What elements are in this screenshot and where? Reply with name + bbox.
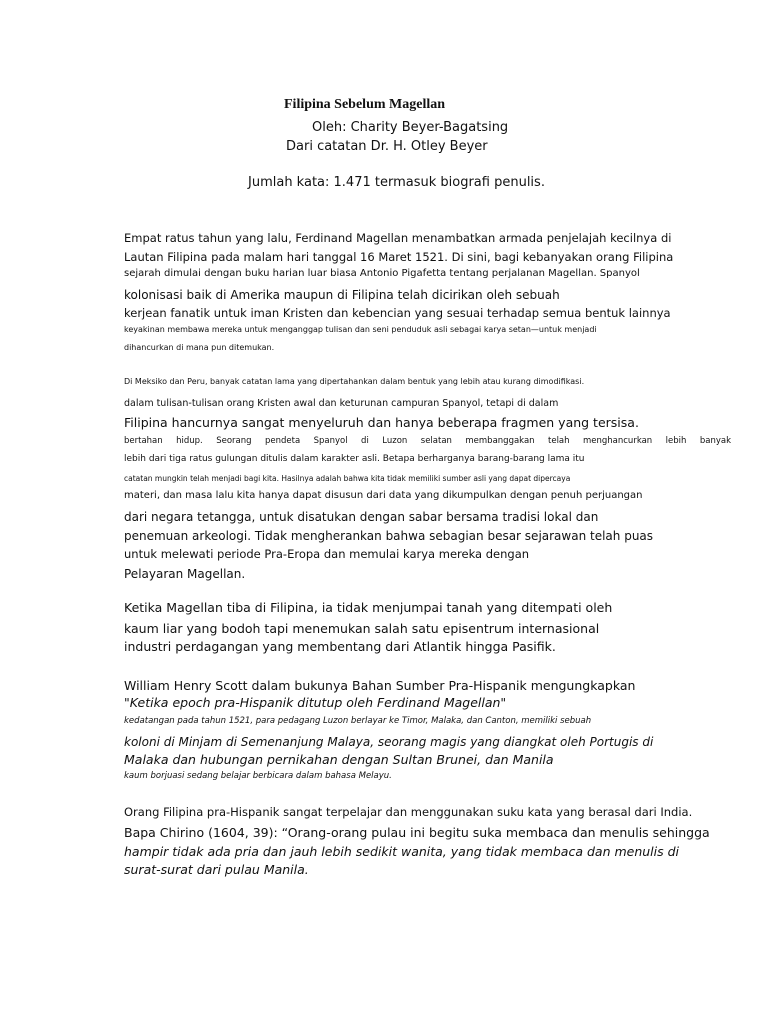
quote-line: "Ketika epoch pra-Hispanik ditutup oleh Ferdinand Magellan" bbox=[124, 695, 507, 710]
quote-line: surat-surat dari pulau Manila. bbox=[124, 862, 309, 877]
text-line: Bapa Chirino (1604, 39): “Orang-orang pulau ini begitu suka membaca dan menulis sehingga bbox=[124, 825, 710, 840]
document-title: Filipina Sebelum Magellan bbox=[284, 97, 446, 112]
text-line: catatan mungkin telah menjadi bagi kita. Hasilnya adalah bahwa kita tidak memiliki sumber asli yang dapat dipercaya bbox=[124, 474, 571, 483]
quote-line: koloni di Minjam di Semenanjung Malaya, seorang magis yang diangkat oleh Portugis di bbox=[124, 735, 654, 749]
text-line: lebih dari tiga ratus gulungan ditulis dalam karakter asli. Betapa berharganya barang-barang lama itu bbox=[124, 454, 585, 464]
text-line: Orang Filipina pra-Hispanik sangat terpelajar dan menggunakan suku kata yang berasal dari India. bbox=[124, 805, 693, 819]
text-line: Empat ratus tahun yang lalu, Ferdinand Magellan menambatkan armada penjelajah kecilnya di bbox=[124, 231, 672, 245]
text-line: keyakinan membawa mereka untuk menganggap tulisan dan seni penduduk asli sebagai karya setan—untuk menjadi bbox=[124, 325, 597, 334]
quote-line: hampir tidak ada pria dan jauh lebih sedikit wanita, yang tidak membaca dan menulis di bbox=[124, 844, 680, 859]
text-line: Lautan Filipina pada malam hari tanggal 16 Maret 1521. Di sini, bagi kebanyakan orang Filipina bbox=[124, 250, 674, 264]
text-line: Filipina hancurnya sangat menyeluruh dan hanya beberapa fragmen yang tersisa. bbox=[124, 415, 639, 430]
text-line: kolonisasi baik di Amerika maupun di Filipina telah dicirikan oleh sebuah bbox=[124, 288, 560, 302]
text-line: kaum liar yang bodoh tapi menemukan salah satu episentrum internasional bbox=[124, 621, 600, 636]
quote-line: kaum borjuasi sedang belajar berbicara dalam bahasa Melayu. bbox=[124, 771, 392, 781]
text-line: materi, dan masa lalu kita hanya dapat disusun dari data yang dikumpulkan dengan penuh perjuangan bbox=[124, 490, 643, 501]
text-line: Ketika Magellan tiba di Filipina, ia tidak menjumpai tanah yang ditempati oleh bbox=[124, 600, 613, 615]
text-line: penemuan arkeologi. Tidak mengherankan bahwa sebagian besar sejarawan telah puas bbox=[124, 529, 654, 543]
text-line: Pelayaran Magellan. bbox=[124, 567, 246, 581]
text-line: kerjean fanatik untuk iman Kristen dan kebencian yang sesuai terhadap semua bentuk lainnya bbox=[124, 306, 671, 320]
text-line: untuk melewati periode Pra-Eropa dan memulai karya mereka dengan bbox=[124, 547, 530, 561]
text-line: sejarah dimulai dengan buku harian luar biasa Antonio Pigafetta tentang perjalanan Magellan. Spanyol bbox=[124, 268, 640, 279]
source-line: Dari catatan Dr. H. Otley Beyer bbox=[286, 139, 488, 154]
text-line: Di Meksiko dan Peru, banyak catatan lama yang dipertahankan dalam bentuk yang lebih atau kurang dimodifikasi. bbox=[124, 377, 585, 386]
text-line: industri perdagangan yang membentang dari Atlantik hingga Pasifik. bbox=[124, 639, 556, 654]
text-line: dari negara tetangga, untuk disatukan dengan sabar bersama tradisi lokal dan bbox=[124, 510, 599, 524]
quote-line: Malaka dan hubungan pernikahan dengan Sultan Brunei, dan Manila bbox=[124, 752, 554, 767]
text-line: dalam tulisan-tulisan orang Kristen awal dan keturunan campuran Spanyol, tetapi di dalam bbox=[124, 398, 559, 409]
quote-line: kedatangan pada tahun 1521, para pedagang Luzon berlayar ke Timor, Malaka, dan Canton, memiliki sebuah bbox=[124, 716, 592, 726]
text-line: bertahan hidup. Seorang pendeta Spanyol di Luzon selatan membanggakan telah menghancurkan lebih banyak bbox=[124, 436, 731, 446]
author-line: Oleh: Charity Beyer-Bagatsing bbox=[312, 120, 509, 135]
text-line: William Henry Scott dalam bukunya Bahan Sumber Pra-Hispanik mengungkapkan bbox=[124, 678, 636, 693]
text-line: dihancurkan di mana pun ditemukan. bbox=[124, 343, 275, 352]
word-count-line: Jumlah kata: 1.471 termasuk biografi penulis. bbox=[248, 175, 545, 190]
